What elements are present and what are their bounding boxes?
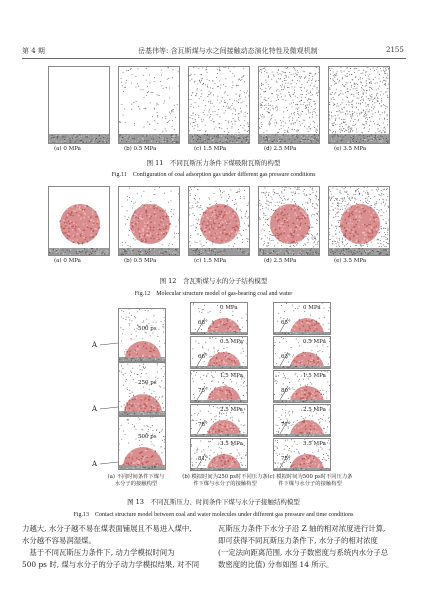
fig13a-time-label: 500 ps [138,326,157,332]
body-line: 基于不同瓦斯压力条件下, 动力学模拟时间为 [22,547,175,557]
figure-11-caption-en: Fig.11 Configuration of coal adsorption gas under different gas pressure conditions [111,172,316,178]
fig13c-pressure-label: 0 MPa [303,305,321,311]
fig12-panel-label: (b) 0.5 MPa [124,258,157,264]
fig13a-panel [118,416,166,470]
fig13c-angle-label: 80° [281,388,291,394]
figure-13c-caption: (c) 模拟时间为500 ps时不同压力条件下煤与水分子的接触构型 [267,474,353,487]
body-line: 水分越不容易润湿煤。 [22,535,96,545]
figure-13a-caption: (a) 不同时间条件下煤与水分子的接触构型 [107,474,165,487]
figure-13-caption-cn: 图 13 不同瓦斯压力、时间条件下煤与水分子接触结构模型 [127,498,300,506]
fig12-panel-label: (c) 1.5 MPa [194,258,226,264]
fig13b-angle-label: 81° [198,456,208,462]
journal-issue: 第 4 期 [22,47,45,55]
fig13c-panel [273,302,331,335]
body-column-left [22,523,212,571]
body-column-right [218,523,408,571]
fig13c-pressure-label: 2.5 MPa [303,407,326,413]
body-line: 即可获得不同瓦斯压力条件下, 水分子的相对浓度 [218,535,378,545]
fig13a-panel [118,308,166,362]
fig13b-angle-label: 75° [198,388,208,394]
fig13c-pressure-label: 1.5 MPa [303,373,326,379]
fig11-panel-label: (c) 1.5 MPa [194,146,226,152]
fig13a-panel [118,362,166,416]
fig11-panel [258,66,320,144]
fig13b-angle-label: 68° [198,320,208,326]
figure-11-caption-cn: 图 11 不同瓦斯压力条件下煤吸附瓦斯的构型 [146,159,281,167]
fig11-panel [118,66,180,144]
figure-12 [0,186,427,274]
running-title: 岳基伟等: 含瓦斯煤与水之间接触动态演化特性及微观机制 [138,47,318,55]
figure-13-caption-en: Fig.13 Contact structure model between coal and water molecules under different gas pressure and time conditions [73,512,354,518]
header-rule [22,58,406,59]
fig12-panel [328,186,390,256]
fig11-panel [328,66,390,144]
fig12-panel-label: (e) 3.5 MPa [334,258,367,264]
body-line: 数密度的比值) 分布如图 14 所示。 [218,559,334,569]
fig13a-time-label: 250 ps [138,380,157,386]
body-line: (一定法向距离范围, 水分子数密度与系统内水分子总 [218,547,389,557]
fig13b-pressure-label: 0 MPa [220,305,238,311]
fig12-panel-label: (d) 2.5 MPa [264,258,297,264]
fig12-panel [48,186,110,256]
fig11-panel-label: (b) 0.5 MPa [124,146,157,152]
body-line: 500 ps 时, 煤与水分子的分子动力学模拟结果, 对不同 [22,559,200,569]
body-line: 瓦斯压力条件下水分子沿 Z 轴的相对浓度进行计算, [218,524,386,533]
side-label-A: A [92,405,98,413]
body-line: 力越大, 水分子越不易在煤表面铺展且不易进入煤中, [22,524,192,533]
fig11-panel [188,66,250,144]
figure-13b-caption: (b) 模拟时间为250 ps时不同压力条件下煤与水分子的接触构型 [182,474,268,487]
fig11-panel [48,66,110,144]
fig13c-pressure-label: 0.5 MPa [303,339,326,345]
fig13b-pressure-label: 2.5 MPa [220,407,243,413]
fig13b-angle-label: 66° [198,354,208,360]
fig13c-angle-label: 65° [281,320,291,326]
fig12-panel [258,186,320,256]
fig12-panel-label: (a) 0 MPa [54,258,81,264]
page-number: 2155 [386,46,404,54]
fig12-panel [118,186,180,256]
figure-12-caption-en: Fig.12 Molecular structure model of gas-bearing coal and water [134,291,293,297]
side-label-A: A [92,341,98,349]
fig13a-time-label: 500 ps [138,434,157,440]
fig13b-pressure-label: 1.5 MPa [220,373,243,379]
fig13b-pressure-label: 3.5 MPa [220,441,243,447]
fig13b-panel [190,302,248,335]
side-label-A: A [92,460,98,468]
fig13c-angle-label: 75° [281,456,291,462]
fig13b-pressure-label: 0.5 MPa [220,339,243,345]
fig13c-angle-label: 63° [281,354,291,360]
fig11-panel-label: (a) 0 MPa [54,146,81,152]
fig12-panel [188,186,250,256]
fig13c-pressure-label: 3.5 MPa [303,441,326,447]
fig11-panel-label: (d) 2.5 MPa [264,146,297,152]
fig13c-angle-label: 77° [281,422,291,428]
fig13b-angle-label: 78° [198,422,208,428]
fig11-panel-label: (e) 3.5 MPa [334,146,367,152]
figure-12-caption-cn: 图 12 含瓦斯煤与水的分子结构模型 [159,277,268,285]
